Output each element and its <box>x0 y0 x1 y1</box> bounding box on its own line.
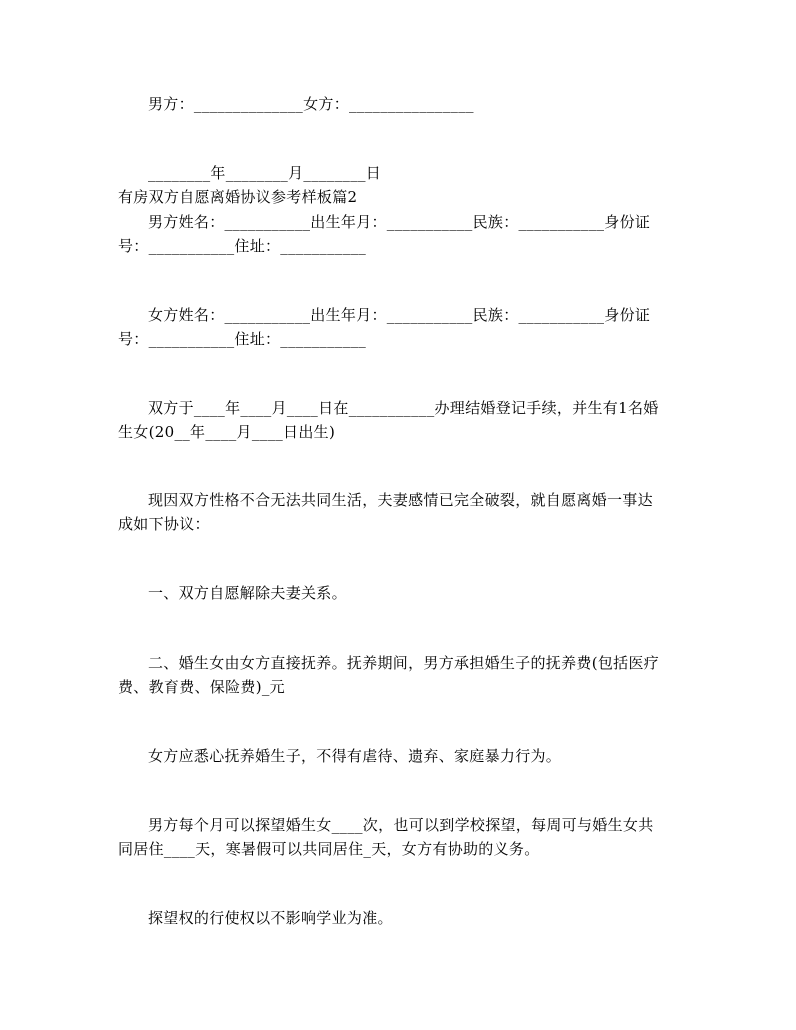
care-obligation: 女方应悉心抚养婚生子，不得有虐待、遗弃、家庭暴力行为。 <box>148 747 562 765</box>
male-info-line-1: 男方姓名：___________出生年月：___________民族：___________身份证 <box>148 213 651 231</box>
clause-2-line-2: 费、教育费、保险费)_元 <box>118 678 285 696</box>
clause-2-line-1: 二、婚生女由女方直接抚养。抚养期间，男方承担婚生子的抚养费(包括医疗 <box>148 654 660 672</box>
marriage-info-line-2: 生女(20__年____月____日出生) <box>118 423 336 441</box>
section-heading: 有房双方自愿离婚协议参考样板篇2 <box>118 188 358 206</box>
intro-line-2: 成如下协议： <box>118 515 210 533</box>
female-info-line-2: 号：___________住址：___________ <box>118 330 367 348</box>
visitation-line-2: 同居住____天，寒暑假可以共同居住_天，女方有协助的义务。 <box>118 840 540 858</box>
female-info-line-1: 女方姓名：___________出生年月：___________民族：___________身份证 <box>148 306 651 324</box>
intro-line-1: 现因双方性格不合无法共同生活，夫妻感情已完全破裂，就自愿离婚一事达 <box>148 491 653 509</box>
date-line: ________年________月________日 <box>148 164 382 182</box>
visitation-line-1: 男方每个月可以探望婚生女____次，也可以到学校探望，每周可与婚生女共 <box>148 816 654 834</box>
visitation-rule: 探望权的行使权以不影响学业为准。 <box>148 909 393 927</box>
signature-line: 男方：______________女方：________________ <box>148 95 474 113</box>
male-info-line-2: 号：___________住址：___________ <box>118 237 367 255</box>
clause-1: 一、双方自愿解除夫妻关系。 <box>148 584 347 602</box>
marriage-info-line-1: 双方于____年____月____日在___________办理结婚登记手续，并生有1名婚 <box>148 399 659 417</box>
